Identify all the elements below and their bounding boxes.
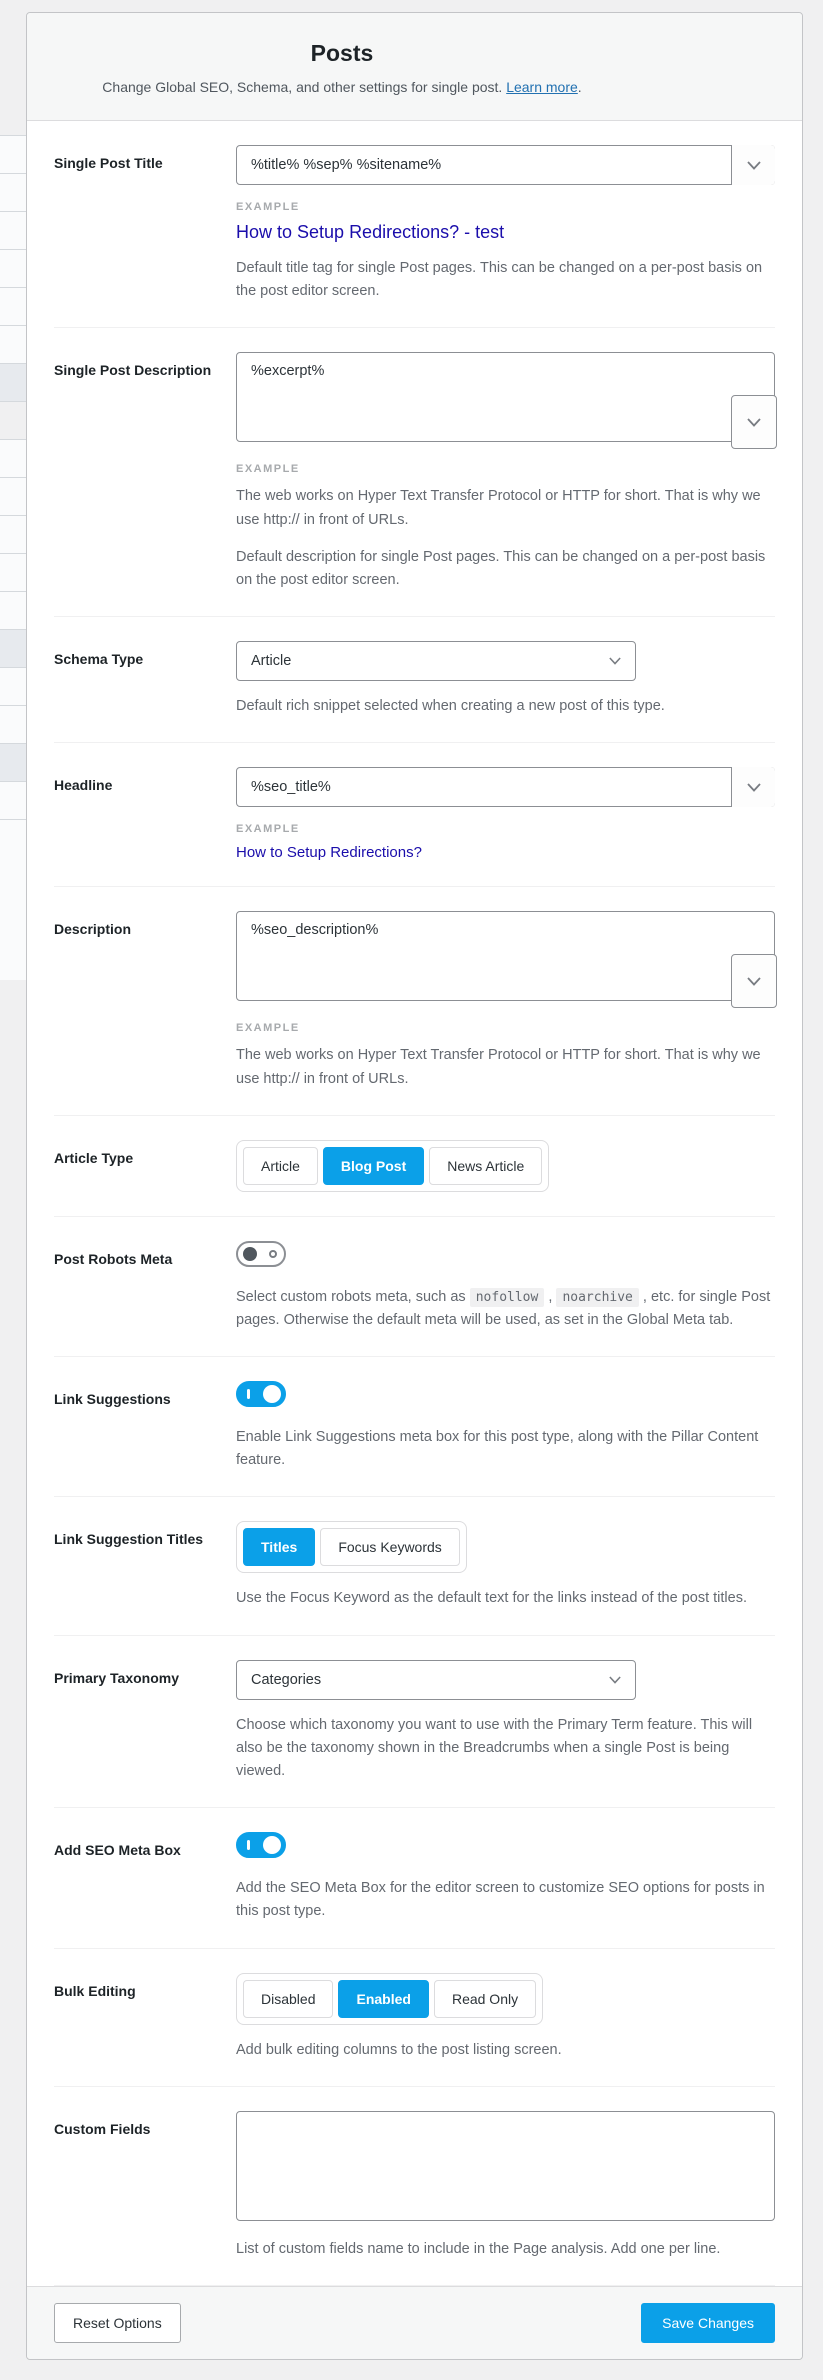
description-text: Select custom robots meta, such as [236,1288,470,1305]
nav-item-fragment[interactable] [0,288,26,326]
bulk-editing-option-enabled[interactable]: Enabled [338,1980,428,2018]
schema-type-select[interactable] [236,641,636,681]
selected-value: Article [251,653,292,670]
nav-item-fragment-active[interactable] [0,364,26,402]
field-description: Add bulk editing columns to the post listing screen. [236,2041,562,2058]
field-label: Post Robots Meta [54,1250,173,1267]
field-label: Single Post Title [54,155,163,171]
field-label: Single Post Description [54,362,212,379]
nav-item-fragment[interactable] [0,820,26,980]
field-label: Link Suggestions [54,1391,171,1408]
field-description: Add the SEO Meta Box for the editor screen to customize SEO options for posts in this post type. [236,1880,765,1920]
example-headline-link[interactable]: How to Setup Redirections? [236,844,422,862]
variable-dropdown-button[interactable] [731,395,777,449]
example-label: EXAMPLE [236,823,300,836]
bulk-editing-option-disabled[interactable]: Disabled [243,1980,333,2018]
nav-item-fragment[interactable] [0,592,26,630]
page-subtitle [27,79,657,95]
nav-item-fragment[interactable] [0,136,26,174]
chevron-down-icon [747,783,761,792]
toggle-off-ring [269,1250,277,1258]
code-chip-nofollow: nofollow [470,1288,545,1307]
field-label: Schema Type [54,651,144,668]
learn-more-link[interactable]: Learn more [506,79,578,95]
toggle-on-bar [247,1389,250,1399]
row-primary-taxonomy [54,1636,775,1809]
single-post-title-input[interactable] [236,145,775,185]
nav-item-fragment[interactable] [0,326,26,364]
chevron-down-icon [747,418,761,427]
nav-item-fragment-active[interactable] [0,630,26,668]
description-text: , etc. for single Post pages. Otherwise the default meta will be used, as set in the Global Meta tab. [236,1288,771,1328]
field-description: Choose which taxonomy you want to use with the Primary Term feature. This will also be the taxonomy shown in the Breadcrumbs when a single Post is being viewed. [236,1716,753,1779]
field-label: Link Suggestion Titles [54,1531,204,1548]
chevron-down-icon [747,977,761,986]
variable-dropdown-button[interactable] [731,954,777,1008]
row-article-type [54,1116,775,1217]
nav-item-fragment[interactable] [0,212,26,250]
toggle-on-bar [247,1840,250,1850]
single-post-description-textarea[interactable] [236,352,775,442]
toggle-knob [243,1247,257,1261]
field-description: Enable Link Suggestions meta box for this post type, along with the Pillar Content feature. [236,1429,759,1469]
nav-item-fragment[interactable] [0,516,26,554]
row-description [54,887,775,1115]
primary-taxonomy-select[interactable] [236,1660,636,1700]
article-type-option-blog-post[interactable]: Blog Post [323,1147,424,1185]
nav-item-fragment[interactable] [0,706,26,744]
nav-item-fragment[interactable] [0,478,26,516]
field-description: Default rich snippet selected when creating a new post of this type. [236,698,665,715]
field-description: List of custom fields name to include in the Page analysis. Add one per line. [236,2240,721,2257]
row-post-robots-meta [54,1217,775,1357]
row-custom-fields [54,2087,775,2286]
settings-panel [26,12,803,2360]
link-suggestion-titles-group [236,1521,467,1573]
field-label: Primary Taxonomy [54,1669,180,1686]
bulk-editing-option-read-only[interactable]: Read Only [434,1980,536,2018]
article-type-option-news-article[interactable]: News Article [429,1147,542,1185]
toggle-knob [263,1836,281,1854]
field-description: Use the Focus Keyword as the default text for the links instead of the post titles. [236,1590,747,1607]
field-label: Custom Fields [54,2120,151,2137]
nav-item-fragment[interactable] [0,554,26,592]
reset-options-button[interactable]: Reset Options [54,2303,181,2343]
field-label: Article Type [54,1149,134,1166]
description-text: , [544,1288,557,1305]
row-link-suggestions [54,1357,775,1497]
nav-item-fragment[interactable] [0,668,26,706]
variable-dropdown-button[interactable] [731,767,775,807]
row-link-suggestion-titles [54,1497,775,1635]
field-description: Default description for single Post pages. This can be changed on a per-post basis on the post editor screen. [236,548,766,588]
row-single-post-description [54,328,775,617]
link-suggestions-toggle[interactable] [236,1381,286,1407]
example-label: EXAMPLE [236,201,300,213]
nav-item-fragment[interactable] [0,782,26,820]
subtitle-text: Change Global SEO, Schema, and other settings for single post. [102,79,507,95]
field-description [236,1286,775,1332]
chevron-down-icon [609,1676,621,1684]
example-title-link[interactable]: How to Setup Redirections? - test [236,222,505,242]
row-bulk-editing [54,1949,775,2087]
panel-footer [27,2286,802,2359]
row-headline [54,743,775,887]
nav-gap [0,402,26,439]
row-schema-type [54,617,775,743]
nav-item-fragment[interactable] [0,250,26,288]
field-label: Description [54,921,132,938]
post-robots-meta-toggle[interactable] [236,1241,286,1267]
chevron-down-icon [747,161,761,170]
save-changes-button[interactable]: Save Changes [641,2303,775,2343]
row-add-seo-meta-box [54,1808,775,1948]
titles-option-titles[interactable]: Titles [243,1528,315,1566]
page-title: Posts [310,40,374,66]
add-seo-meta-box-toggle[interactable] [236,1832,286,1858]
custom-fields-textarea[interactable] [236,2111,775,2221]
subtitle-suffix: . [577,79,582,95]
panel-header [27,13,802,121]
field-description: Default title tag for single Post pages. This can be changed on a per-post basis on the post editor screen. [236,260,763,300]
titles-option-focus-keywords[interactable]: Focus Keywords [320,1528,459,1566]
headline-input[interactable] [236,767,775,807]
example-label: EXAMPLE [236,463,300,476]
code-chip-noarchive: noarchive [556,1288,638,1307]
nav-item-fragment[interactable] [0,440,26,478]
article-type-option-article[interactable]: Article [243,1147,318,1185]
field-label: Add SEO Meta Box [54,1842,181,1859]
chevron-down-icon [609,657,621,665]
field-label: Headline [54,777,113,794]
example-text: The web works on Hyper Text Transfer Protocol or HTTP for short. That is why we use http:// in front of URLs. [236,1047,761,1087]
selected-value: Categories [251,1671,322,1688]
settings-nav-fragment [0,135,26,980]
article-type-group [236,1140,549,1192]
toggle-knob [263,1385,281,1403]
field-label: Bulk Editing [54,1982,136,1999]
example-label: EXAMPLE [236,1022,300,1035]
variable-dropdown-button[interactable] [731,145,775,185]
example-text: The web works on Hyper Text Transfer Protocol or HTTP for short. That is why we use http:// in front of URLs. [236,488,761,528]
nav-item-fragment[interactable] [0,174,26,212]
nav-item-fragment-active[interactable] [0,744,26,782]
description-textarea[interactable] [236,911,775,1001]
bulk-editing-group [236,1973,543,2025]
row-single-post-title [54,121,775,328]
